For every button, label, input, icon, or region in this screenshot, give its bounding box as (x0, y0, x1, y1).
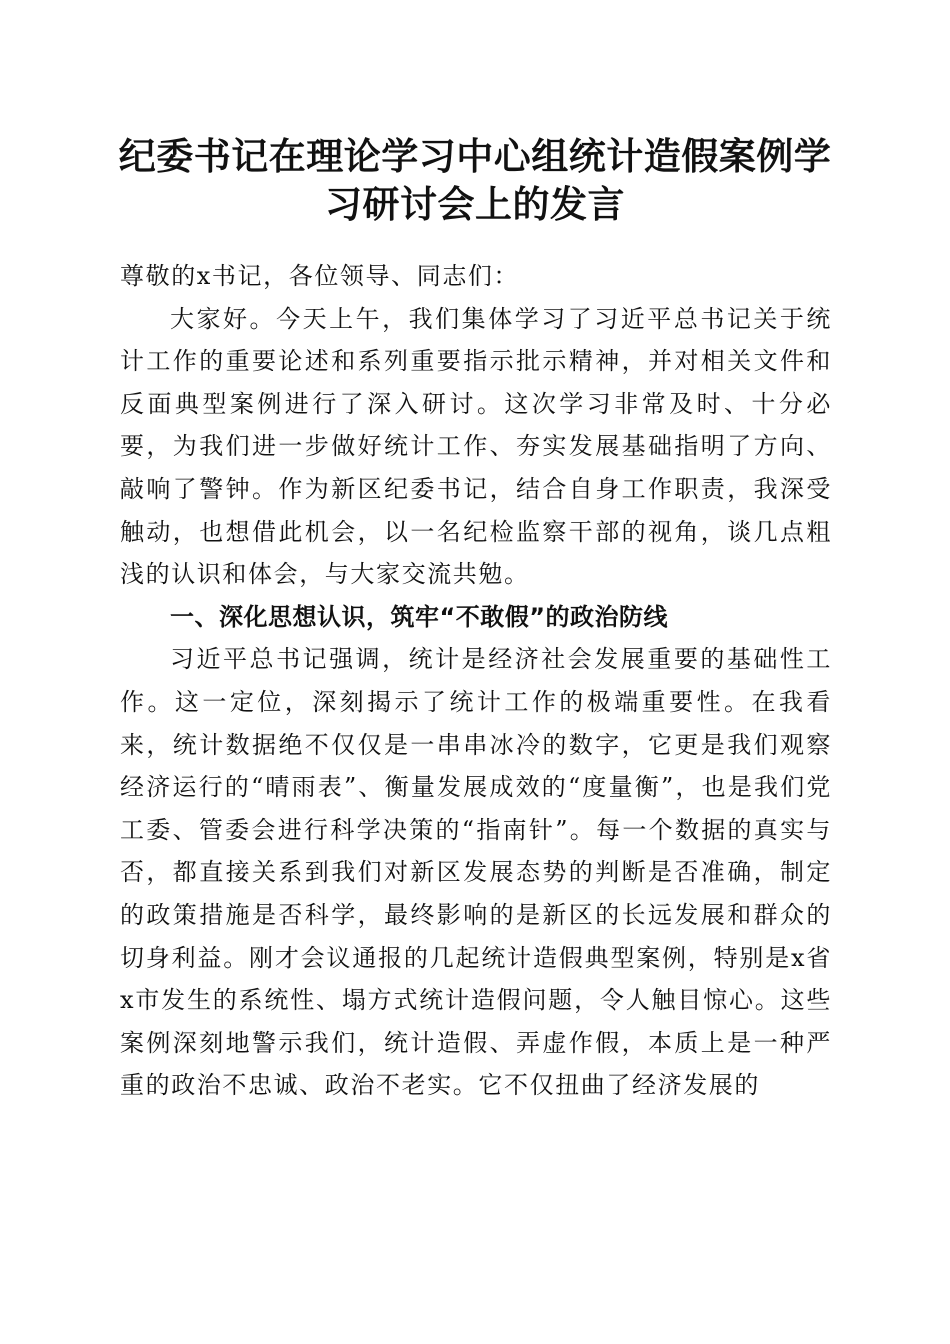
intro-paragraph: 大家好。今天上午，我们集体学习了习近平总书记关于统计工作的重要论述和系列重要指示批示精神，并对相关文件和反面典型案例进行了深入研讨。这次学习非常及时、十分必要，为我们进一步做好统计工作、夯实发展基础指明了方向、敲响了警钟。作为新区纪委书记，结合自身工作职责，我深受触动，也想借此机会，以一名纪检监察干部的视角，谈几点粗浅的认识和体会，与大家交流共勉。 (120, 304, 832, 589)
section-1-paragraph: 习近平总书记强调，统计是经济社会发展重要的基础性工作。这一定位，深刻揭示了统计工作的极端重要性。在我看来，统计数据绝不仅仅是一串串冰冷的数字，它更是我们观察经济运行的“晴雨表”、衡量发展成效的“度量衡”，也是我们党工委、管委会进行科学决策的“指南针”。每一个数据的真实与否，都直接关系到我们对新区发展态势的判断是否准确，制定的政策措施是否科学，最终影响的是新区的长远发展和群众的切身利益。刚才会议通报的几起统计造假典型案例，特别是x省x市发生的系统性、塌方式统计造假问题，令人触目惊心。这些案例深刻地警示我们，统计造假、弄虚作假，本质上是一种严重的政治不忠诚、政治不老实。它不仅扭曲了经济发展的 (120, 645, 832, 1100)
salutation: 尊敬的x书记，各位领导、同志们： (120, 262, 520, 290)
section-heading-1: 一、深化思想认识，筑牢“不敢假”的政治防线 (170, 602, 669, 631)
document-body (120, 255, 832, 1107)
document-title: 纪委书记在理论学习中心组统计造假案例学习研讨会上的发言 (118, 134, 832, 226)
